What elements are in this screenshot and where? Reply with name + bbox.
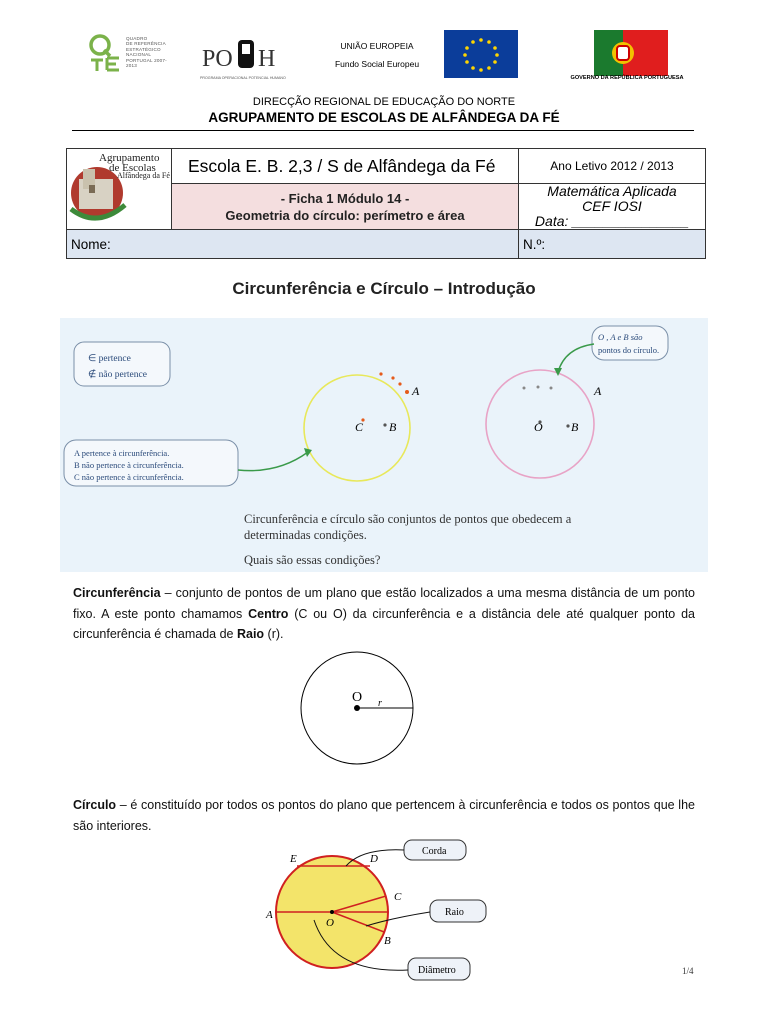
label-b-left: B (389, 420, 397, 434)
label-r: r (378, 698, 382, 709)
callout-a: A pertence à circunferência. (74, 448, 170, 458)
uniao-europeia: UNIÃO EUROPEIA (340, 41, 414, 51)
school-logo-text: Agrupamento de Escolas Alfândega da Fé (99, 152, 170, 180)
figure-question: Quais são essas condições? (244, 553, 381, 567)
qren-text: QUADRO DE REFERÊNCIA ESTRATÉGICO NACIONAL PORTUGAL 2007-2013 (126, 36, 167, 69)
figure-text-1: Circunferência e círculo são conjuntos de pontos que obedecem a (244, 512, 572, 526)
label-o-fig3: O (326, 917, 334, 929)
callout-b: B não pertence à circunferência. (74, 460, 184, 470)
eu-flag (444, 30, 518, 78)
svg-text:PO: PO (202, 46, 233, 72)
direccao-regional: DIRECÇÃO REGIONAL DE EDUCAÇÃO DO NORTE (252, 96, 516, 108)
label-a-fig3: A (266, 909, 273, 921)
label-b-right: B (571, 420, 579, 434)
figure-corda-raio-diametro (262, 836, 506, 988)
legend-nao-pertence: ∉ não pertence (88, 370, 147, 380)
subject-cell: Matemática Aplicada CEF IOSI Data: _______________ (519, 184, 706, 230)
label-o: O (534, 420, 543, 434)
corda-label: Corda (422, 846, 447, 857)
def-circulo: Círculo – é constituído por todos os pontos do plano que pertencem à circunferência e todos os pontos que lhe são interiores. (73, 798, 695, 833)
label-a-left: A (412, 384, 420, 398)
svg-text:H: H (258, 46, 276, 72)
numero-field[interactable]: N.º: (519, 230, 706, 259)
figure-raio (296, 650, 422, 768)
portugal-flag (594, 30, 668, 76)
legend-pertence: ∈ pertence (88, 354, 131, 364)
eu-stars-icon (444, 30, 518, 78)
raio-label: Raio (445, 907, 464, 918)
eu-caption (318, 40, 436, 70)
figure-text-2: determinadas condições. (244, 528, 367, 542)
school-logo (67, 149, 172, 230)
page-title: Circunferência e Círculo – Introdução (232, 279, 536, 298)
callout-right-line2: pontos do círculo. (598, 345, 660, 355)
ficha-title: - Ficha 1 Módulo 14 - Geometria do círculo: perímetro e área (172, 184, 519, 230)
callout-c: C não pertence à circunferência. (74, 472, 184, 482)
governo-caption: GOVERNO DA REPÚBLICA PORTUGUESA (570, 75, 684, 81)
label-o-fig2: O (352, 690, 363, 705)
info-table (66, 148, 706, 259)
escola-name: Escola E. B. 2,3 / S de Alfândega da Fé (172, 149, 519, 184)
def-circunferencia: Circunferência – conjunto de pontos de um plano que estão localizados a uma mesma distância de um ponto fixo. A este ponto chamamos Centro (C ou O) da circunferência e a distância dele até qualquer ponto da circunferência é chamada de Raio (r). (73, 586, 695, 641)
poph-wordmark-icon (200, 36, 292, 74)
label-c-fig3: C (394, 891, 402, 903)
agrupamento-heading: AGRUPAMENTO DE ESCOLAS DE ALFÂNDEGA DA FÉ (208, 110, 560, 125)
fundo-social: Fundo Social Europeu (334, 59, 420, 69)
callout-right-line1: O , A e B são (598, 332, 643, 342)
label-c: C (355, 420, 364, 434)
label-e: E (290, 853, 297, 865)
label-a-right: A (594, 384, 602, 398)
label-d: D (370, 853, 378, 865)
nome-field[interactable]: Nome: (67, 230, 519, 259)
ano-letivo: Ano Letivo 2012 / 2013 (519, 149, 706, 184)
poph-subtitle: PROGRAMA OPERACIONAL POTENCIAL HUMANO (200, 76, 286, 80)
diametro-label: Diâmetro (418, 965, 456, 976)
qren-mark-icon (88, 34, 122, 72)
qren-logo (88, 34, 176, 74)
label-b-fig3: B (384, 935, 391, 947)
centro-point (354, 705, 360, 711)
portugal-flag-icon (594, 30, 668, 76)
figure-circunferencia-circulo (60, 318, 708, 572)
poph-logo (200, 36, 292, 82)
header-divider (72, 130, 694, 131)
page-number: 1/4 (682, 966, 694, 976)
